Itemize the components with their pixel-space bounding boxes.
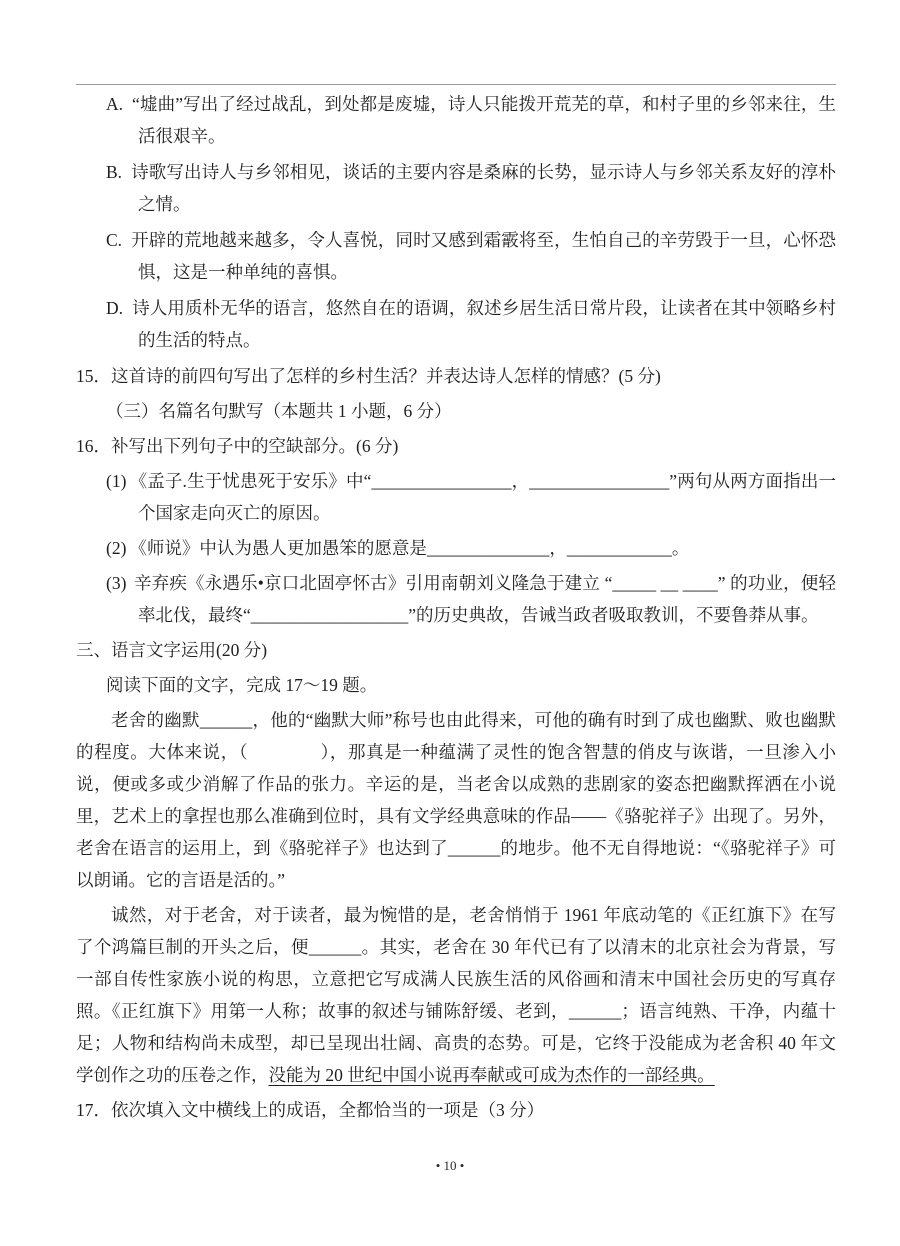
option-a-text: “墟曲”写出了经过战乱，到处都是废墟，诗人只能拨开荒芜的草，和村子里的乡邻来往，生活很艰辛。 xyxy=(132,94,836,146)
option-b-label: B. xyxy=(106,162,123,182)
question-16-item-3-label: (3) xyxy=(106,573,127,593)
option-b xyxy=(76,156,836,220)
page-number: • 10 • xyxy=(435,1158,465,1173)
section-language-use-title: 三、语言文字运用(20 分) xyxy=(76,640,268,660)
option-b-text: 诗歌写出诗人与乡邻相见，谈话的主要内容是桑麻的长势，显示诗人与乡邻关系友好的淳朴之情。 xyxy=(131,162,836,214)
option-c-text: 开辟的荒地越来越多，令人喜悦，同时又感到霜霰将至，生怕自己的辛劳毁于一旦，心怀恐惧，这是一种单纯的喜惧。 xyxy=(131,230,836,282)
passage-paragraph-2-underlined-text: 没能为 20 世纪中国小说再奉献或可成为杰作的一部经典。 xyxy=(268,1065,715,1085)
option-c-label: C. xyxy=(106,230,123,250)
question-17: 17．依次填入文中横线上的成语，全都恰当的一项是（3 分） xyxy=(76,1100,545,1120)
question-16-item-3-text: 辛弃疾《永遇乐•京口北固亭怀古》引用南朝刘义隆急于建立 “_____ __ ____” 的功业，便轻率北伐，最终“__________________”的历史典故，告诫当政者吸取教训，不要鲁莽从事。 xyxy=(129,573,836,625)
question-16: 16．补写出下列句子中的空缺部分。(6 分) xyxy=(76,436,399,456)
option-a xyxy=(76,88,836,152)
top-divider xyxy=(76,84,836,85)
question-16-item-1-label: (1) xyxy=(106,471,127,491)
question-16-item-1 xyxy=(76,465,836,529)
option-c xyxy=(76,224,836,288)
passage-paragraph-2 xyxy=(76,899,836,1091)
option-a-label: A. xyxy=(106,94,124,114)
option-d-text: 诗人用质朴无华的语言，悠然自在的语调，叙述乡居生活日常片段，让读者在其中领略乡村的生活的特点。 xyxy=(132,298,836,350)
option-d xyxy=(76,292,836,356)
question-16-item-2-label: (2) xyxy=(106,538,127,558)
question-16-item-3 xyxy=(76,567,836,631)
option-d-label: D. xyxy=(106,298,124,318)
question-16-item-2-text: 《师说》中认为愚人更加愚笨的愿意是______________，____________。 xyxy=(129,538,690,558)
question-16-item-1-text: 《孟子.生于忧患死于安乐》中“________________，________________”两句从两方面指出一个国家走向灭亡的原因。 xyxy=(129,471,836,523)
exam-content xyxy=(76,88,836,1129)
reading-intro: 阅读下面的文字，完成 17～19 题。 xyxy=(106,675,378,695)
passage-paragraph-1: 老舍的幽默______，他的“幽默大师”称号也由此得来，可他的确有时到了成也幽默、败也幽默的程度。大体来说，（ ），那真是一种蕴满了灵性的饱含智慧的俏皮与诙谐，一旦渗入小说，便或多或少消解了作品的张力。辛运的是，当老舍以成熟的悲剧家的姿态把幽默挥洒在小说里，艺术上的拿捏也那么准确到位时，具有文学经典意味的作品——《骆驼祥子》出现了。另外，老舍在语言的运用上，到《骆驼祥子》也达到了______的地步。他不无自得地说：“《骆驼祥子》可以朗诵。它的言语是活的。” xyxy=(76,710,836,890)
section-3-title: （三）名篇名句默写（本题共 1 小题，6 分） xyxy=(106,401,452,421)
passage-paragraph-2-text: 诚然，对于老舍，对于读者，最为惋惜的是，老舍悄悄于 1961 年底动笔的《正红旗下》在写了个鸿篇巨制的开头之后，便______。其实，老舍在 30 年代已有了以清末的北京社会为背景，写一部自传性家族小说的构思，立意把它写成满人民族生活的风俗画和清末中国社会历史的写真存照。《正红旗下》用第一人称；故事的叙述与铺陈舒缓、老到，______；语言纯熟、干净，内蕴十足；人物和结构尚未成型，却已呈现出壮阔、高贵的态势。可是，它终于没能成为老舍积 40 年文学创作之功的压卷之作， xyxy=(76,905,836,1085)
question-16-item-2 xyxy=(76,532,836,564)
question-15: 15．这首诗的前四句写出了怎样的乡村生活？并表达诗人怎样的情感？(5 分) xyxy=(76,366,661,386)
